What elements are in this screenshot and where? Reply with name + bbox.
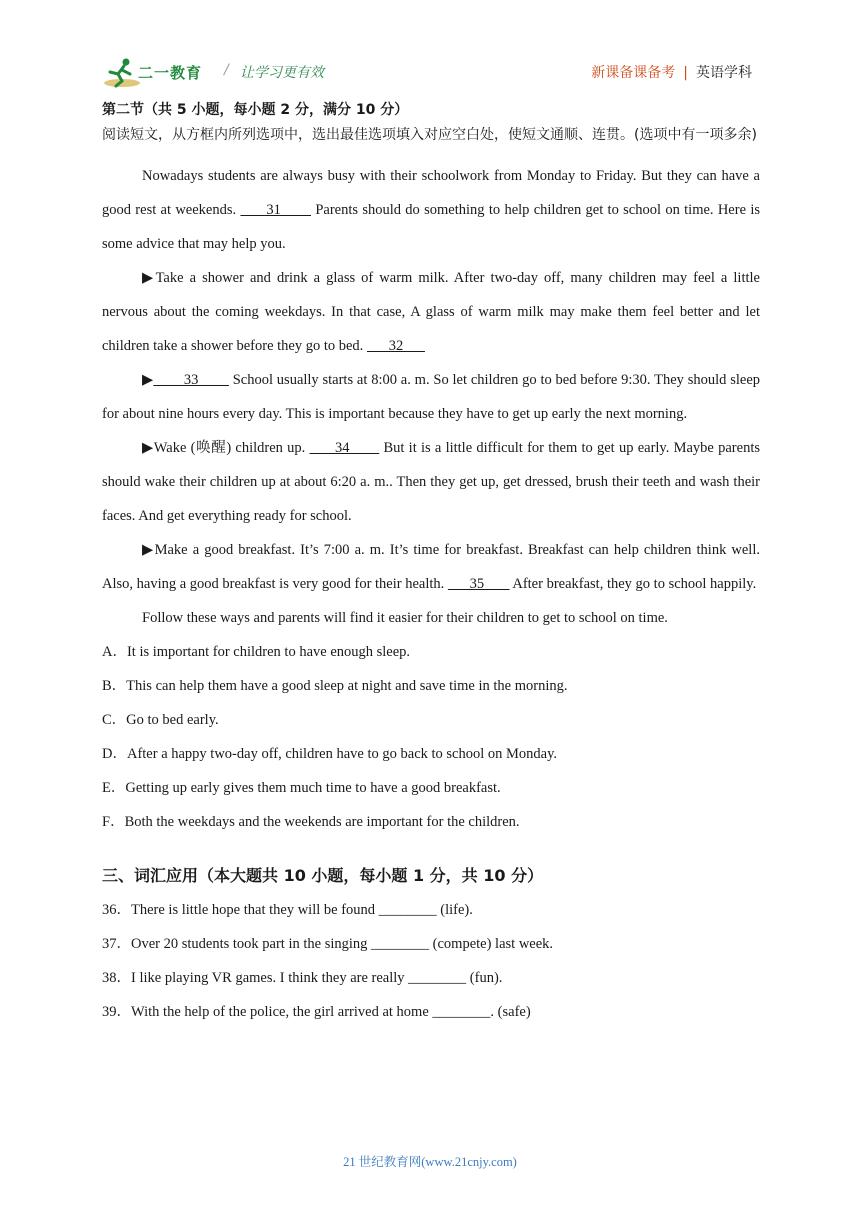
page-footer: 21 世纪教育网(www.21cnjy.com) <box>343 1155 517 1169</box>
answer-blank: ________ <box>371 936 430 952</box>
blank-32: 32 <box>366 338 425 354</box>
blank-31: 31 <box>240 202 312 218</box>
header-course-label: 新课备课备考 <box>591 65 676 81</box>
answer-blank: ________ <box>378 902 437 918</box>
document-body <box>102 98 760 1029</box>
header-slash: / <box>224 62 229 78</box>
option-a: A．It is important for children to have enough sleep. <box>102 644 411 660</box>
options-list <box>102 635 760 839</box>
passage-paragraph: Nowadays students are always busy with their schoolwork from Monday to Friday. But they can have a good rest at weekends. 31 Parents should do something to help children get to school on time. Here is some advice that may help you. <box>102 168 760 252</box>
answer-blank: ________ <box>432 1004 491 1020</box>
option-d: D．After a happy two-day off, children have to go back to school on Monday. <box>102 746 558 762</box>
question-37: 37．Over 20 students took part in the singing ________ (compete) last week. <box>102 936 554 952</box>
header-slogan: 让学习更有效 <box>240 65 324 81</box>
option-b: B．This can help them have a good sleep at night and save time in the morning. <box>102 678 568 694</box>
option-f: F．Both the weekdays and the weekends are important for the children. <box>102 814 520 830</box>
blank-35: 35 <box>447 576 510 592</box>
passage-paragraph: ▶Take a shower and drink a glass of warm milk. After two-day off, many children may feel a little nervous about the coming weekdays. In that case, A glass of warm milk may make them feel better and let children take a shower before they go to bed. 32 <box>102 270 760 354</box>
section-3-title: 三、词汇应用（本大题共 10 小题，每小题 1 分，共 10 分） <box>102 866 544 885</box>
section-2-instruction: 阅读短文，从方框内所列选项中，选出最佳选项填入对应空白处，使短文通顺、连贯。(选项中有一项多余) <box>102 127 757 143</box>
page-header <box>102 56 760 90</box>
header-separator: | <box>683 65 688 81</box>
blank-34: 34 <box>309 440 380 456</box>
logo-text: 二一教育 <box>138 64 203 82</box>
passage-paragraph: ▶ 33 School usually starts at 8:00 a. m. So let children go to bed before 9:30. They should sleep for about nine hours every day. This is important because they have to get up early the next morning. <box>102 372 760 422</box>
header-right <box>591 62 752 82</box>
passage-paragraph: ▶Wake (唤醒) children up. 34 But it is a little difficult for them to get up early. Maybe parents should wake their children up at about 6:20 a. m.. Then they get up, get dressed, brush their teeth and wash their faces. And get everything ready for school. <box>102 440 760 524</box>
option-e: E．Getting up early gives them much time to have a good breakfast. <box>102 780 501 796</box>
runner-logo-icon <box>102 56 142 90</box>
question-38: 38．I like playing VR games. I think they are really ________ (fun). <box>102 970 503 986</box>
vocab-questions <box>102 893 760 1029</box>
question-36: 36．There is little hope that they will be found ________ (life). <box>102 902 473 918</box>
answer-blank: ________ <box>408 970 467 986</box>
passage <box>102 159 760 635</box>
option-c: C．Go to bed early. <box>102 712 219 728</box>
question-39: 39．With the help of the police, the girl arrived at home ________. (safe) <box>102 1004 531 1020</box>
passage-paragraph: Follow these ways and parents will find it easier for their children to get to school on time. <box>142 610 668 626</box>
section-2-title: 第二节（共 5 小题，每小题 2 分，满分 10 分） <box>102 102 409 118</box>
blank-33: 33 <box>153 372 229 388</box>
logo <box>102 56 212 90</box>
header-subject-label: 英语学科 <box>696 65 752 81</box>
passage-paragraph: ▶Make a good breakfast. It’s 7:00 a. m. It’s time for breakfast. Breakfast can help children think well. Also, having a good breakfast is very good for their health. 35 After breakfast, they go to school happily. <box>102 542 760 592</box>
